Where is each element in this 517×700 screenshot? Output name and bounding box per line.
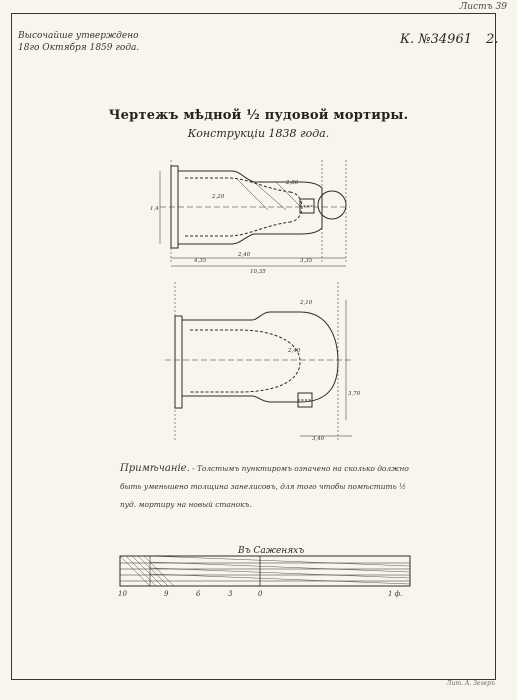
dim-side-height: 3,70 bbox=[348, 391, 361, 397]
dim-side-base: 2,10 bbox=[300, 300, 313, 306]
reference-number: 2. bbox=[486, 32, 499, 47]
dim-reinforce: 2,40 bbox=[238, 252, 251, 258]
drawing-subtitle: Конструкціи 1838 года. bbox=[187, 127, 330, 140]
dim-length-a: 4,35 bbox=[194, 258, 207, 264]
scale-tick-6: 6 bbox=[196, 590, 201, 598]
scale-tick-9: 9 bbox=[164, 590, 169, 598]
drawing-title: Чертежъ мѣдной ½ пудовой мортиры. bbox=[108, 108, 409, 123]
reference-code-text: К. №34961 bbox=[400, 32, 472, 47]
scale-ticks bbox=[118, 590, 408, 604]
dim-chamber: 2,80 bbox=[286, 180, 299, 186]
scale-tick-1-foot: 1 ф. bbox=[388, 590, 403, 598]
scale-tick-3: 3 bbox=[228, 590, 233, 598]
scale-tick-0: 0 bbox=[258, 590, 263, 598]
note-lead: Примѣчаніе. bbox=[120, 463, 190, 474]
sheet-number: Листъ 39 bbox=[459, 2, 507, 12]
mortar-side-view bbox=[165, 282, 352, 440]
dim-length-b: 3,35 bbox=[300, 258, 313, 264]
drawing-note bbox=[120, 460, 420, 514]
dim-chase-length: 2,20 bbox=[212, 194, 225, 200]
approval-line-1: Высочайше утверждено bbox=[18, 31, 139, 41]
lithographer-stamp: Лит. А. Зегеръ bbox=[446, 680, 495, 687]
dim-side-trunnion: 2,40 bbox=[288, 348, 301, 354]
scale-label: Въ Саженяхъ bbox=[238, 546, 305, 556]
note-text: - Толстымъ пунктиромъ означено на сколько должно быть уменьшено толщина занелисовъ, для того чтобы помѣстить ½ пуд. мортиру на новый станокъ. bbox=[120, 464, 409, 509]
scale-bar bbox=[120, 556, 410, 586]
scale-tick-10: 10 bbox=[118, 590, 127, 598]
mortar-top-view bbox=[160, 160, 350, 266]
dim-side-length: 3,40 bbox=[312, 436, 325, 442]
dim-overall-length: 10,35 bbox=[250, 269, 266, 275]
approval-line-2: 18го Октября 1859 года. bbox=[18, 43, 140, 53]
dim-height: 1,4 bbox=[150, 206, 159, 212]
